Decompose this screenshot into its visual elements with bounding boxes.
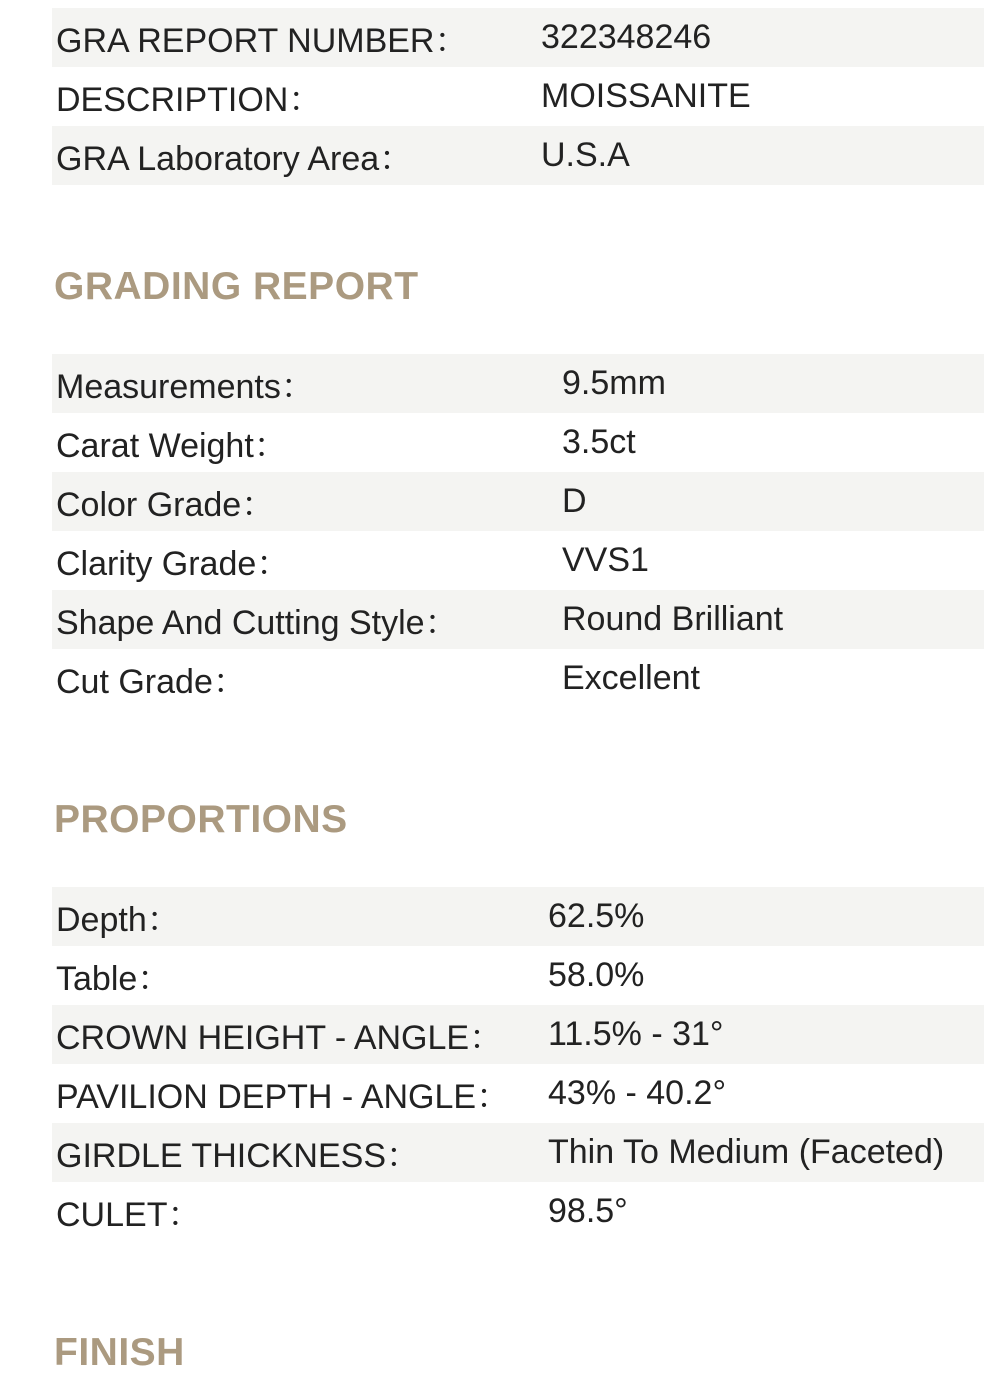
row-label-cut-grade: Cut Grade： bbox=[56, 663, 247, 701]
table-row bbox=[52, 887, 984, 946]
table-row bbox=[52, 472, 984, 531]
table-row bbox=[52, 946, 984, 1005]
row-label-girdle-thickness: GIRDLE THICKNESS： bbox=[56, 1137, 421, 1175]
row-value-girdle-thickness: Thin To Medium (Faceted) bbox=[548, 1133, 945, 1171]
row-value-depth: 62.5% bbox=[548, 897, 645, 935]
table-row bbox=[52, 1182, 984, 1241]
table-row bbox=[52, 126, 984, 185]
proportions-table bbox=[52, 887, 984, 1241]
row-value-report-number: 322348246 bbox=[541, 18, 712, 56]
row-label-report-number: GRA REPORT NUMBER： bbox=[56, 22, 469, 60]
row-label-culet: CULET： bbox=[56, 1196, 202, 1234]
table-row bbox=[52, 354, 984, 413]
gra-report-page bbox=[52, 8, 984, 1372]
row-value-description: MOISSANITE bbox=[541, 77, 751, 115]
row-label-measurements: Measurements： bbox=[56, 368, 315, 406]
table-row bbox=[52, 1005, 984, 1064]
row-label-table: Table： bbox=[56, 960, 172, 998]
row-value-cut-grade: Excellent bbox=[562, 659, 700, 697]
table-row bbox=[52, 1064, 984, 1123]
grading-report-table bbox=[52, 354, 984, 708]
row-value-measurements: 9.5mm bbox=[562, 364, 666, 402]
table-row bbox=[52, 649, 984, 708]
table-row bbox=[52, 531, 984, 590]
report-info-table bbox=[52, 8, 984, 185]
row-value-laboratory-area: U.S.A bbox=[541, 136, 630, 174]
row-label-laboratory-area: GRA Laboratory Area： bbox=[56, 140, 414, 178]
grading-report-title: GRADING REPORT bbox=[54, 265, 419, 308]
row-label-depth: Depth： bbox=[56, 901, 181, 939]
row-label-crown-height-angle: CROWN HEIGHT - ANGLE： bbox=[56, 1019, 504, 1057]
row-value-color-grade: D bbox=[562, 482, 587, 520]
row-value-carat-weight: 3.5ct bbox=[562, 423, 636, 461]
row-label-color-grade: Color Grade： bbox=[56, 486, 276, 524]
row-value-table: 58.0% bbox=[548, 956, 645, 994]
proportions-title: PROPORTIONS bbox=[54, 798, 348, 841]
row-value-clarity-grade: VVS1 bbox=[562, 541, 649, 579]
table-row bbox=[52, 67, 984, 126]
row-value-culet: 98.5° bbox=[548, 1192, 628, 1230]
row-value-crown-height-angle: 11.5% - 31° bbox=[548, 1015, 724, 1053]
row-value-shape-cutting-style: Round Brilliant bbox=[562, 600, 784, 638]
row-label-carat-weight: Carat Weight： bbox=[56, 427, 288, 465]
row-label-description: DESCRIPTION： bbox=[56, 81, 323, 119]
row-label-shape-cutting-style: Shape And Cutting Style： bbox=[56, 604, 459, 642]
table-row bbox=[52, 413, 984, 472]
row-value-pavilion-depth-angle: 43% - 40.2° bbox=[548, 1074, 727, 1112]
table-row bbox=[52, 8, 984, 67]
table-row bbox=[52, 590, 984, 649]
table-row bbox=[52, 1123, 984, 1182]
row-label-pavilion-depth-angle: PAVILION DEPTH - ANGLE： bbox=[56, 1078, 511, 1116]
row-label-clarity-grade: Clarity Grade： bbox=[56, 545, 291, 583]
finish-title: FINISH bbox=[54, 1331, 185, 1374]
